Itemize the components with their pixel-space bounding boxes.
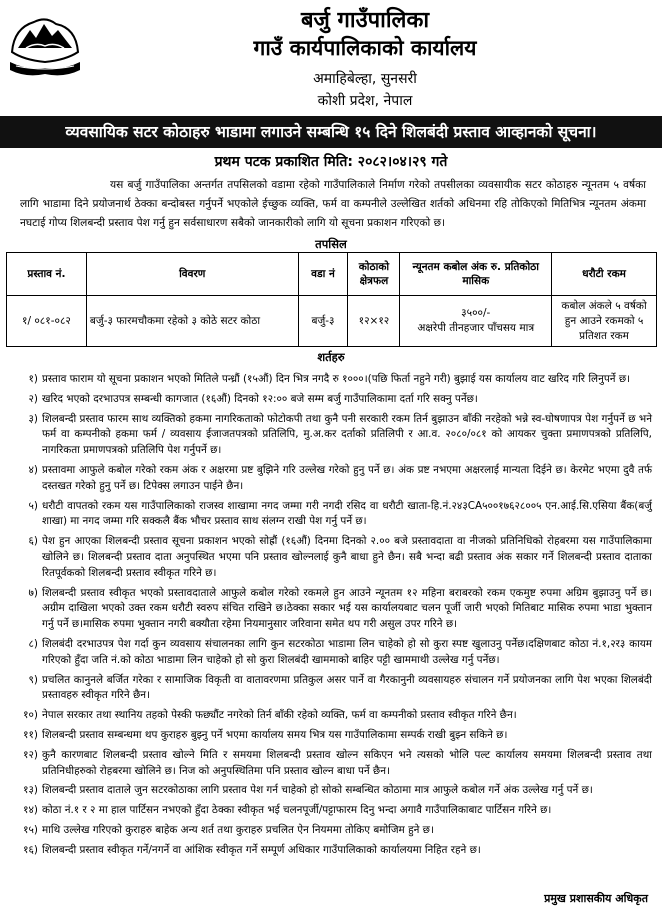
col-header-area: कोठाको क्षेत्रफल [348,253,400,296]
col-header-proposal-no: प्रस्ताव नं. [7,253,87,296]
signature-title: प्रमुख प्रशासकीय अधिकृत [544,892,648,905]
amount-figure: ३५००/- [461,307,491,319]
condition-number: १३) [23,784,38,797]
condition-text: खरिद भएको दरभाउपत्र सम्बन्धी कागजात (१६औं) दिनको १२:०० बजे सम्म बर्जु गाउँपालिकामा दर्ता गरि सक्नु पर्नेछ। [42,392,478,405]
table-title: तपसिल [315,237,347,251]
cell-area: १२×१२ [348,296,400,347]
amount-words: अक्षरेपी तीनहजार पाँचसय मात्र [417,322,535,334]
publish-date: प्रथम पटक प्रकाशित मिति: २०८२।०४।२९ गते [214,154,448,170]
condition-item [10,463,652,495]
office-name: गाउँ कार्यपालिकाको कार्यालय [253,36,477,60]
table-row [7,296,657,347]
condition-item [10,843,652,859]
condition-text: पेश हुन आएका शिलबन्दी प्रस्ताव सूचना प्रकाशन भएको सोह्रौं (१६औं) दिनमा दिनको २.०० बजे प्रस्तावदाता वा नीजको प्रतिनिधिको रोहबरमा यस गाउँपालिकामा खोलिने छ। शिलबन्दी प्रस्ताव दाता अनुपस्थित भएमा पनि प्रस्ताव खोल्नलाई कुनै बाधा हुने छैन। सबै भन्दा बढी प्रस्ताव अंक सकार गर्ने शिलबन्दी प्रस्ताव दाताका रितपूर्वकको शिलबन्दी प्रस्ताव स्वीकृत गरिने छ। [42,535,652,579]
condition-item [10,412,652,459]
condition-number: २) [28,392,38,405]
nepal-emblem-icon [6,8,84,78]
condition-item [10,728,652,744]
cell-deposit: कबोल अंकले ५ वर्षको हुन आउने रकमको ५ प्रतिशत रकम [552,296,657,347]
col-header-ward: वडा नं [298,253,348,296]
condition-number: १०) [23,709,38,722]
condition-number: १) [28,373,38,385]
condition-item [10,783,652,799]
condition-text: शिलबन्दी प्रस्ताव सम्बन्धमा थप कुराहरु बुझ्नु पर्ने भएमा कार्यालय समय भित्र यस गाउँपालिकामा सम्पर्क राखी बुझ्न सकिने छ। [42,728,508,741]
condition-text: शिलबंदी दरभाउपत्र पेश गर्दा कुन व्यवसाय संचालनका लागि कुन सटरकोठा भाडामा लिन चाहेको हो सो कुरा स्पष्ट खुलाउनु पर्नेछ।दक्षिणबाट कोठा नं.१,२र३ कायम गरिएको हुँदा जति नं.को कोठा भाडामा लिन चाहेको हो सो कुरा शिलबंदी खाममाको बाहिर पट्टी खाममाथी उल्लेख गर्नु पर्नेछ। [42,637,652,666]
cell-ward: बर्जु-३ [298,296,348,347]
condition-text: प्रस्तावमा आफुले कबोल गरेको रकम अंक र अक्षरमा प्रष्ट बुझिने गरि उल्लेख गरेको हुनु पर्ने छ। अंक प्रष्ट नभएमा अक्षरलाई मान्यता दिईने छ। केरमेट भएमा दुवै तर्फ दस्तखत गरेको हुनु पर्ने छ। टिपेक्स लगाउन पाईने छैन। [42,463,652,492]
col-header-description: विवरण [86,253,298,296]
condition-text: धरौटी वापतको रकम यस गाउँपालिकाको राजस्व शाखामा नगद जम्मा गरी नगदी रसिद वा धरौटी खाता-हि.नं.२४३CA५००१७६२८००५ एन.आई.सि.एसिया बैंक(बर्जु शाखा) मा नगद जम्मा गरि सक्कलै बैंक भौचर प्रस्ताव साथ संलग्न राखी पेश गर्नु पर्ने छ। [42,499,652,528]
cell-proposal-no: १/ ०८१-०८२ [7,296,87,347]
condition-text: कुनै कारणबाट शिलबन्दी प्रस्ताव खोल्ने मिति र समयमा शिलबन्दी प्रस्ताव खोल्न सकिएन भने त्यसको भोलि पल्ट कार्यालय समयमा शिलबन्दी प्रस्ताव तथा प्रतिनिधीहरुको रोहबरमा खोलिने छ। निज को अनुपस्थितिमा पनि प्रस्ताव खोल्न बाधा पर्ने छैन। [42,748,652,777]
details-table [6,252,657,347]
col-header-deposit: धरौटी रकम [552,253,657,296]
condition-text: शिलबन्दी प्रस्ताव दाताले जुन सटरकोठाका लागि प्रस्ताव पेश गर्न चाहेको हो सोको सम्बन्धित कोठामा मात्र आफुले कबोल गर्ने अंक उल्लेख गर्नु पर्ने छ। [42,784,593,797]
condition-item [10,586,652,633]
condition-item [10,534,652,581]
condition-text: शिलबन्दी प्रस्ताव स्वीकृत गर्ने/नगर्ने वा आंशिक स्वीकृत गर्ने सम्पूर्ण अधिकार गाउँपालिकाको कार्यालयमा निहित रहने छ। [42,843,481,856]
condition-item [10,823,652,839]
condition-item [10,372,652,388]
condition-number: ११) [23,728,38,741]
condition-text: नेपाल सरकार तथा स्थानिय तहको पेस्की फछ्यौंट नगरेको तिर्न बाँकी रहेको व्यक्ति, फर्म वा कम्पनीको प्रस्ताव स्वीकृत गरिने छैन। [42,709,517,722]
condition-number: १५) [23,823,38,836]
condition-number: ६) [28,535,38,548]
condition-item [10,673,652,705]
condition-text: कोठा नं.१ र २ मा हाल पार्टिसन नभएको हुँदा ठेक्का स्वीकृत भई चलनपूर्जी/पट्टाफारम दिनु भन्दा अगावै गाउँपालिकाबाट पार्टिसन गरिने छ। [42,804,552,817]
condition-number: १६) [23,843,38,856]
condition-number: ९) [28,673,38,686]
condition-item [10,803,652,819]
conditions-title: शर्तहरु [317,350,345,364]
col-header-min-amount: न्यूनतम कबोल अंक रु. प्रतिकोठा मासिक [400,253,552,296]
condition-number: ७) [28,586,38,599]
condition-text: शिलबन्दी प्रस्ताव स्वीकृत भएको प्रस्तावदाताले आफुले कबोल गरेको रकमले हुन आउने न्यूनतम १२ महिना बराबरको रकम एकमुष्ट रुपमा अग्रिम बुझाउनु पर्ने छ।अग्रीम दाखिला भएको उक्त रकम धरौटी स्वरुप संचित राखिने छ।ठेक्का सकार भई यस कार्यालयबाट चलन पूर्जी जारी भएको मितिबाट मासिक रुपमा भाडा भुक्तान गर्नु पर्ने छ।मासिक रुपमा भुक्तान नगरी बक्यौता रहेमा नियमानुसार जरिवाना समेत थप गरी असुल उपर गरिने छ। [42,586,652,631]
table-header-row [7,253,657,296]
notice-title-banner: व्यवसायिक सटर कोठाहरु भाडामा लगाउने सम्बन्धि १५ दिने शिलबंदी प्रस्ताव आव्हानको सूचना। [0,116,662,148]
conditions-list [10,372,652,863]
condition-text: शिलबन्दी प्रस्ताव फारम साथ व्यक्तिको हकमा नागरिकताको फोटोकपी तथा कुनै पनी सरकारी रकम तिर्न बुझाउन बाँकी नरहेको भन्ने स्व-घोषणापत्र पेश गर्नुपर्ने छ भने फर्म वा कम्पनीको हकमा फर्म / व्यवसाय ईजाजतपत्रको प्रतिलिपि, मु.अ.कर दर्ताको प्रतिलिपी र आ.व. २०८०/०८१ को आयकर चुक्ता प्रमाणपत्रको प्रतिलिपि, नागरिकता प्रमाणपत्रको प्रतिलिपि पेश गर्नुपर्ने छ। [42,412,652,457]
condition-item [10,637,652,669]
municipality-name: बर्जु गाउँपालिका [300,8,430,33]
condition-text: प्रस्ताव फाराम यो सूचना प्रकाशन भएको मितिले पन्ध्रौं (१५औं) दिन भित्र नगदै रु १०००।(पछि फिर्ता नहुने गरी) बुझाई यस कार्यालय वाट खरिद गरि लिनुपर्ने छ। [42,373,631,385]
condition-item [10,748,652,780]
condition-number: ८) [28,637,38,650]
condition-item [10,499,652,531]
condition-number: ५) [28,499,38,512]
condition-number: १४) [23,804,38,817]
cell-min-amount [400,296,552,347]
condition-item [10,392,652,408]
office-address: अमाहिबेल्हा, सुनसरी [313,71,417,87]
condition-text: प्रचलित कानुनले बर्जित गरेका र सामाजिक विकृती वा वातावरणमा प्रतिकुल असर पार्ने वा गैरकानुनी व्यवसायहरु संचालन गर्ने प्रयोजनका लागि पेश भएका शिलबंदी प्रस्तावहरु स्वीकृत गरिने छैन। [42,673,652,702]
condition-text: माथि उल्लेख गरिएको कुराहरु बाहेक अन्य शर्त तथा कुराहरु प्रचलित ऐन नियममा तोकिए बमोजिम हुने छ। [42,823,434,836]
province-country: कोशी प्रदेश, नेपाल [317,93,413,109]
condition-number: १२) [23,748,38,761]
condition-item [10,708,652,724]
condition-number: ३) [28,412,38,425]
condition-number: ४) [28,463,38,476]
intro-paragraph: यस बर्जु गाउँपालिका अन्तर्गत तपसिलको वडामा रहेको गाउँपालिकाले निर्माण गरेको तपसीलका व्यवसायीक सटर कोठाहरु न्यूनतम ५ वर्षका लागि भाडामा दिने प्रयोजनार्थ ठेक्का बन्दोबस्त गर्नुपर्ने भएकोले ईच्छुक व्यक्ति, फर्म वा कम्पनीले उल्लेखित शर्तको अधिनमा रहि तोकिएको मितिभित्र न्यूनतम अंकमा नघटाई गोप्य शिलबन्दी प्रस्ताव पेश गर्नु हुन सर्वसाधारण सबैको जानकारीको लागि यो सूचना प्रकाशन गरिएको छ। [20,179,646,229]
cell-description: बर्जु-३ फारमचौकमा रहेको ३ कोठे सटर कोठा [86,296,298,347]
